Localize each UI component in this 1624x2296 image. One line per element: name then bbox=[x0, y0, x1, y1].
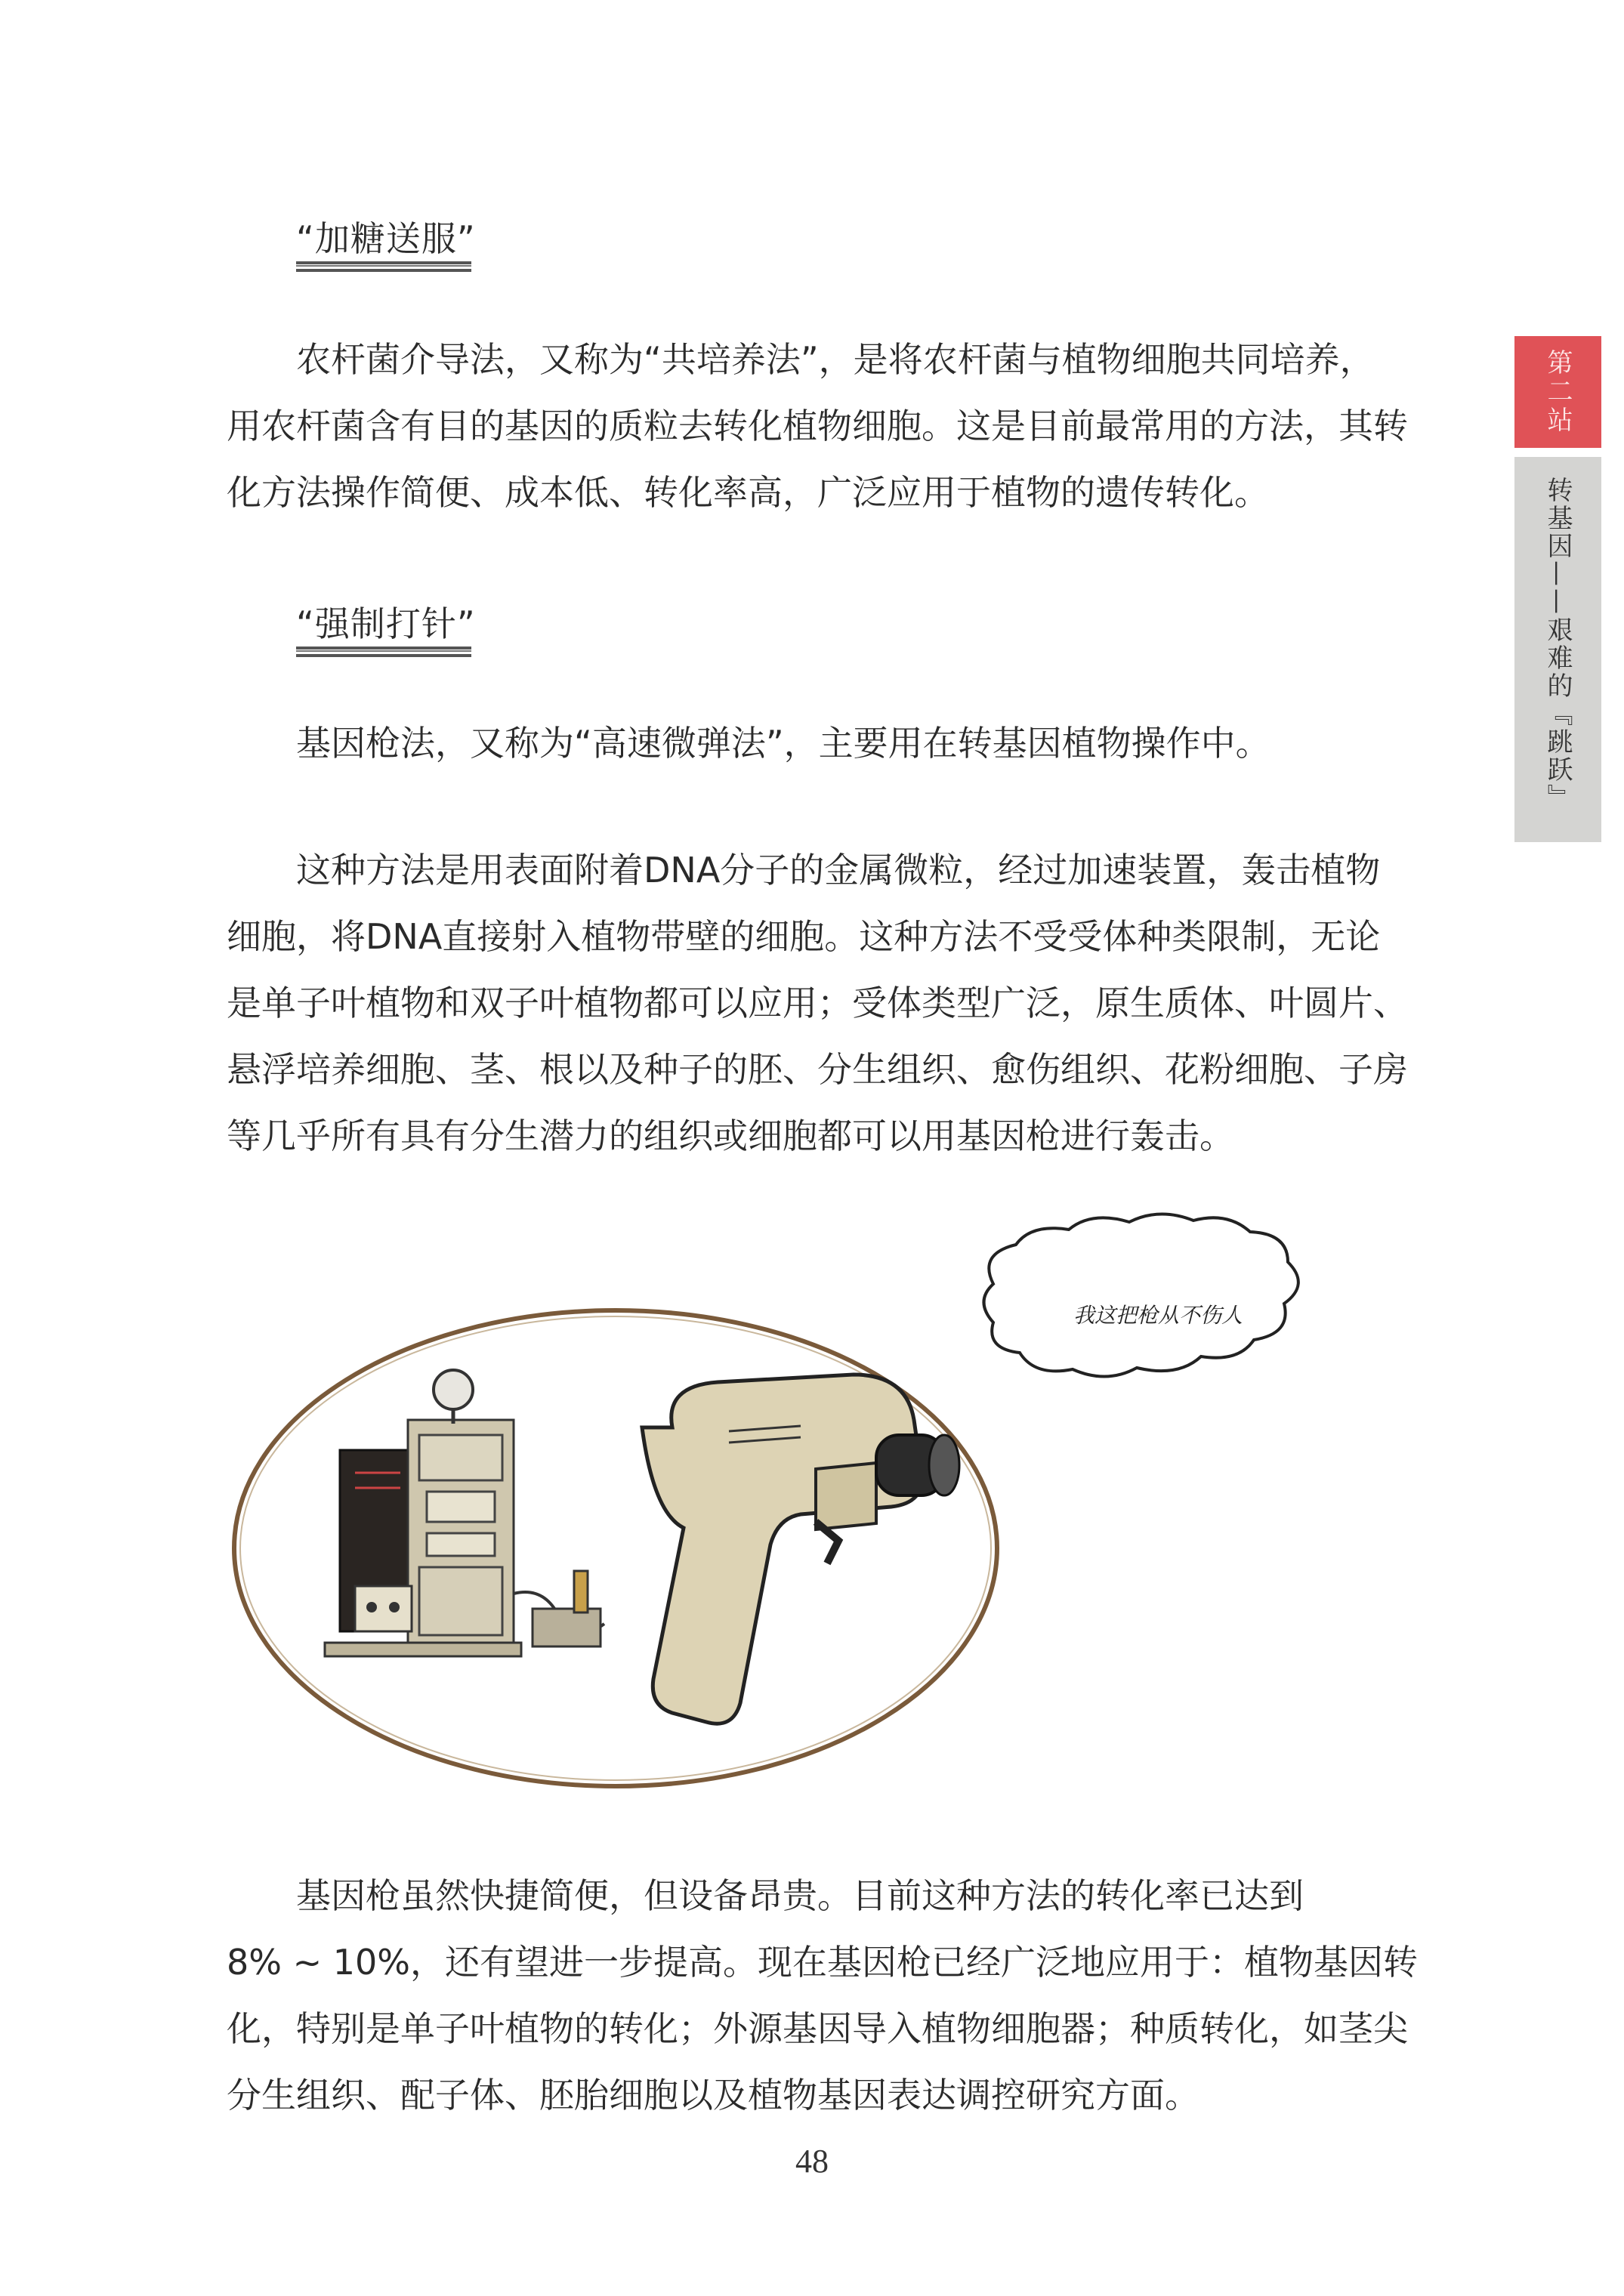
text-line: 化方法操作简便、成本低、转化率高，广泛应用于植物的遗传转化。 bbox=[227, 472, 1269, 513]
text-line: 这种方法是用表面附着DNA分子的金属微粒，经过加速装置，轰击植物 bbox=[296, 850, 1381, 890]
chapter-station-label: 第二站 bbox=[1542, 349, 1573, 435]
text-line: 等几乎所有具有分生潜力的组织或细胞都可以用基因枪进行轰击。 bbox=[227, 1116, 1234, 1156]
paragraph-agrobacterium bbox=[227, 326, 1428, 526]
text-line: 分生组织、配子体、胚胎细胞以及植物基因表达调控研究方面。 bbox=[227, 2075, 1199, 2115]
page-number: 48 bbox=[795, 2143, 829, 2180]
section-heading-sugar: “加糖送服” bbox=[296, 218, 476, 259]
text-line: 是单子叶植物和双子叶植物都可以应用；受体类型广泛，原生质体、叶圆片、 bbox=[227, 983, 1408, 1023]
chapter-tab-title bbox=[1514, 457, 1601, 842]
text-line: 悬浮培养细胞、茎、根以及种子的胚、分生组织、愈伤组织、花粉细胞、子房 bbox=[227, 1049, 1408, 1090]
section-heading-injection: “强制打针” bbox=[296, 603, 476, 644]
text-line: 基因枪法，又称为“高速微弹法”，主要用在转基因植物操作中。 bbox=[296, 723, 1270, 764]
paragraph-gene-gun-applications bbox=[227, 1862, 1428, 2128]
text-line: 基因枪虽然快捷简便，但设备昂贵。目前这种方法的转化率已达到 bbox=[296, 1875, 1304, 1916]
chapter-title-label: 转基因——艰难的『跳跃』 bbox=[1542, 477, 1573, 812]
speech-bubble bbox=[984, 1214, 1298, 1376]
text-line: 8% ~ 10%，还有望进一步提高。现在基因枪已经广泛地应用于：植物基因转 bbox=[227, 1942, 1419, 1983]
paragraph-gene-gun-intro bbox=[227, 710, 1428, 776]
heading-underline bbox=[296, 261, 471, 272]
speech-bubble-text: 我这把枪从不伤人 bbox=[1073, 1303, 1243, 1328]
paragraph-gene-gun-method bbox=[227, 837, 1428, 1169]
text-line: 细胞，将DNA直接射入植物带壁的细胞。这种方法不受受体种类限制，无论 bbox=[227, 916, 1381, 957]
chapter-tab-station bbox=[1514, 336, 1601, 448]
text-line: 用农杆菌含有目的基因的质粒去转化植物细胞。这是目前最常用的方法，其转 bbox=[227, 406, 1408, 446]
heading-underline bbox=[296, 647, 471, 657]
text-line: 农杆菌介导法，又称为“共培养法”，是将农杆菌与植物细胞共同培养， bbox=[296, 339, 1375, 380]
text-line: 化，特别是单子叶植物的转化；外源基因导入植物细胞器；种质转化，如茎尖 bbox=[227, 2008, 1408, 2049]
